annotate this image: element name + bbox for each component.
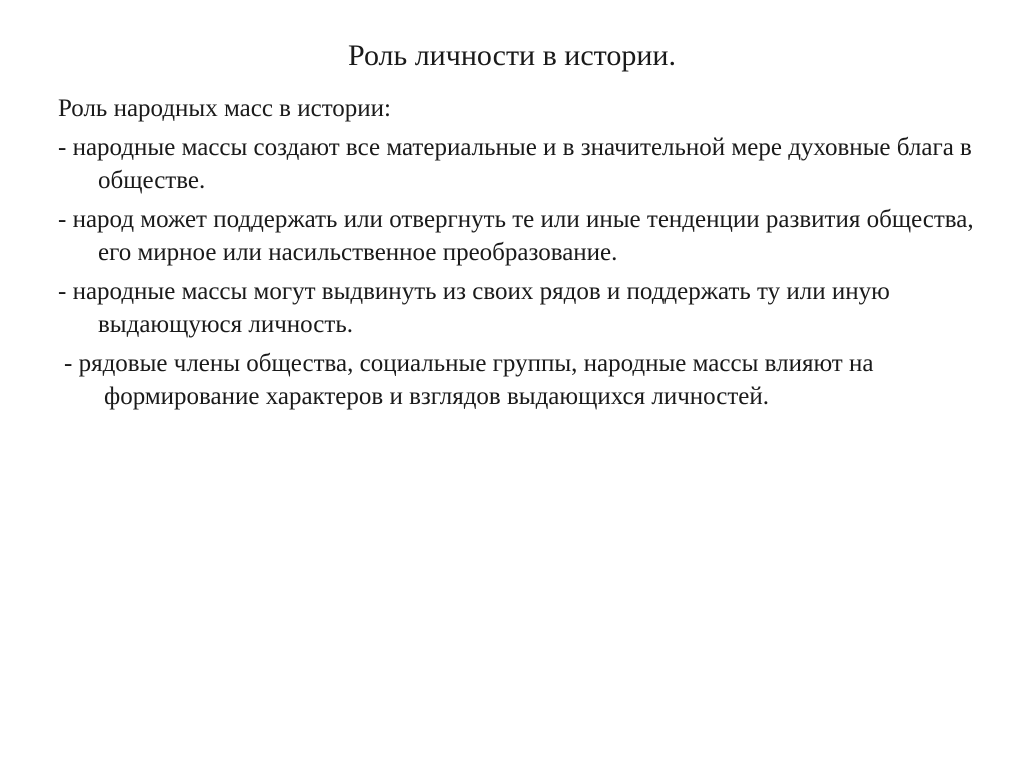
bullet-point-1: - народные массы создают все материальные и в значительной мере духовные блага в обществе. [58, 134, 972, 194]
body-heading: Роль народных масс в истории: [58, 95, 391, 122]
bullet-point-2: - народ может поддержать или отвергнуть те или иные тенденции развития общества, его мирное или насильственное преобразование. [58, 206, 974, 266]
slide-body [58, 92, 978, 419]
bullet-point-4: - рядовые члены общества, социальные группы, народные массы влияют на формирование характеров и взглядов выдающихся личностей. [64, 350, 874, 410]
slide-title: Роль личности в истории. [348, 39, 676, 72]
bullet-point-3: - народные массы могут выдвинуть из своих рядов и поддержать ту или иную выдающуюся личность. [58, 278, 890, 338]
